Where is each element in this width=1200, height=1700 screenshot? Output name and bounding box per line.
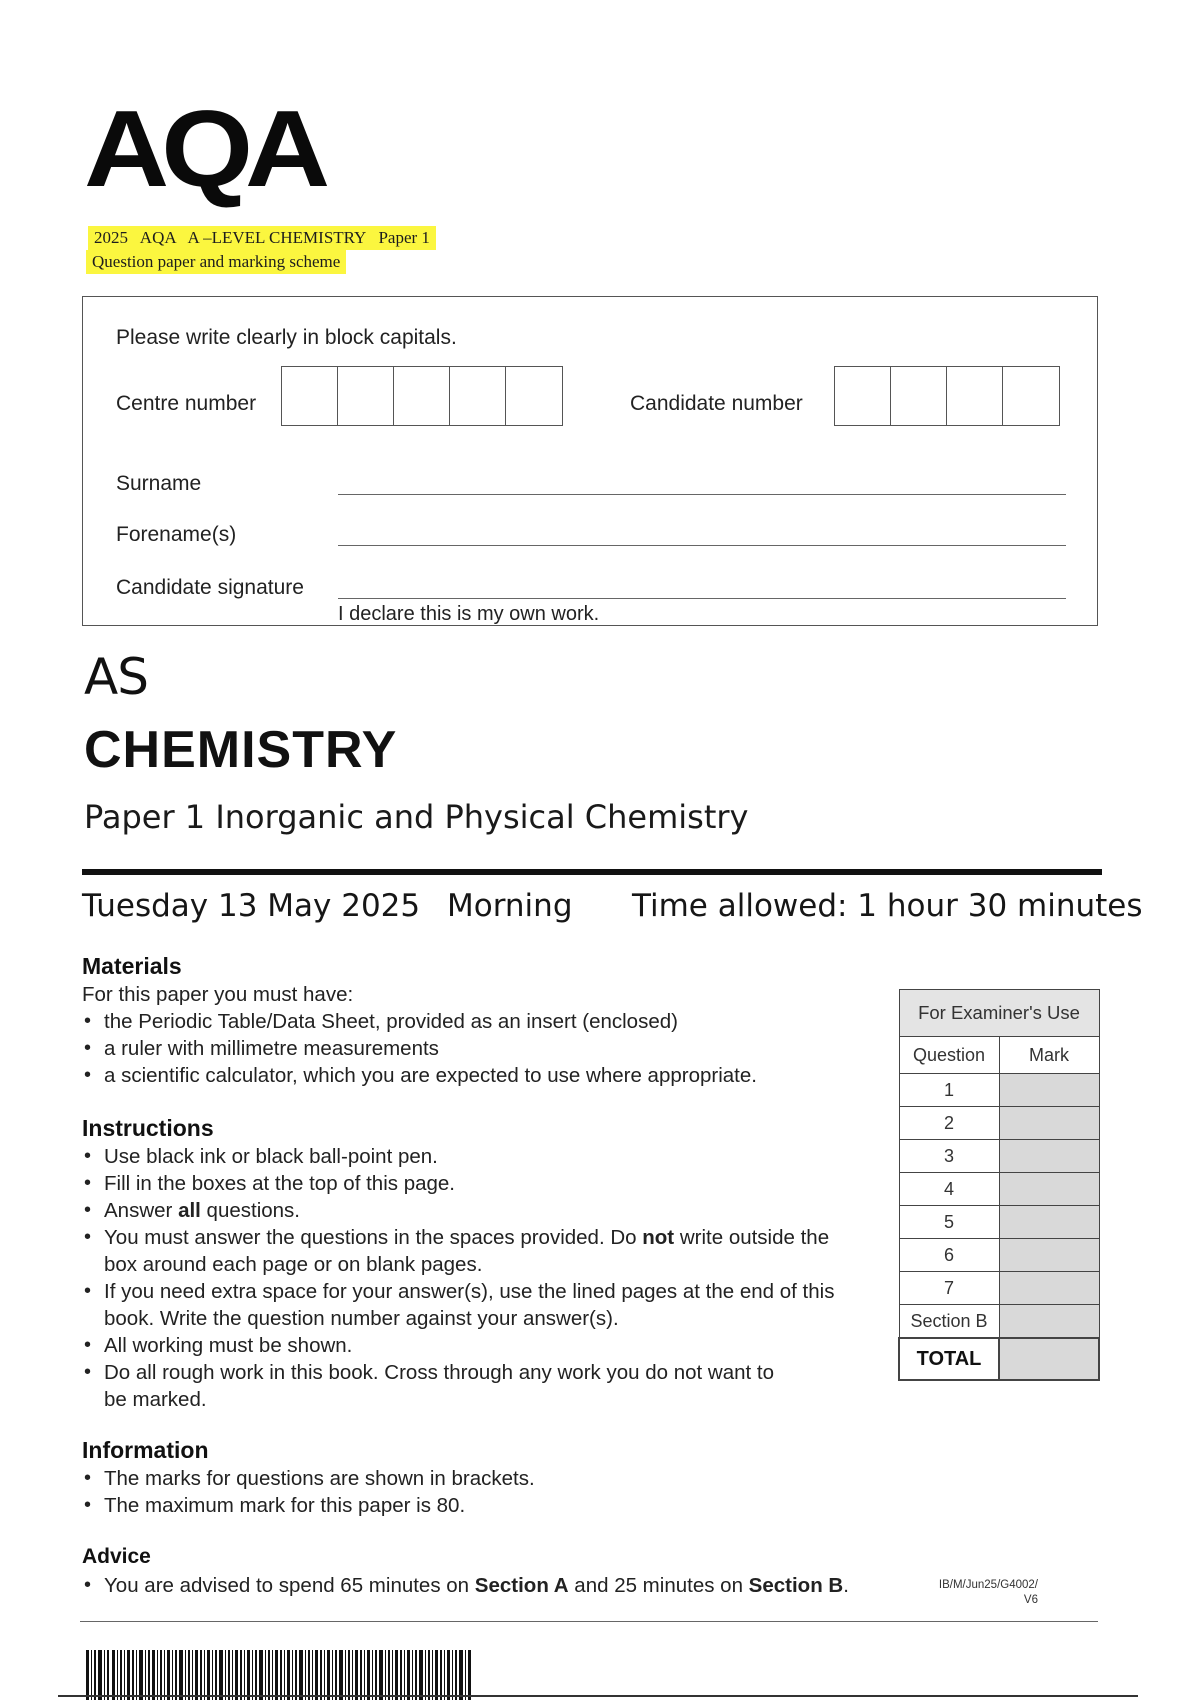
footer-divider	[80, 1621, 1098, 1622]
mark-column-header: Mark	[999, 1037, 1099, 1074]
mark-cell[interactable]	[999, 1206, 1099, 1239]
time-allowed: Time allowed: 1 hour 30 minutes	[632, 888, 1143, 924]
question-cell: 5	[899, 1206, 999, 1239]
list-item: • The marks for questions are shown in brackets.	[82, 1465, 862, 1492]
question-cell: 3	[899, 1140, 999, 1173]
highlighted-subtitle: Question paper and marking scheme	[86, 250, 346, 274]
total-mark-cell[interactable]	[999, 1338, 1099, 1380]
exam-date: Tuesday 13 May 2025	[82, 888, 421, 924]
candidate-number-digit-box[interactable]	[1003, 367, 1059, 425]
table-row	[899, 1305, 1099, 1339]
surname-line[interactable]	[338, 494, 1066, 495]
total-row	[899, 1338, 1099, 1380]
materials-intro: For this paper you must have:	[82, 983, 354, 1006]
text: .	[843, 1574, 849, 1597]
candidate-number-digit-box[interactable]	[835, 367, 891, 425]
examiners-use-title: For Examiner's Use	[899, 990, 1099, 1037]
list-item: • The maximum mark for this paper is 80.	[82, 1492, 862, 1519]
mark-cell[interactable]	[999, 1305, 1099, 1339]
total-label: TOTAL	[899, 1338, 999, 1380]
table-row	[899, 1140, 1099, 1173]
emphasis: not	[642, 1226, 675, 1249]
table-row	[899, 1074, 1099, 1107]
text: You must answer the questions in the spaces provided. Do	[104, 1226, 643, 1249]
question-cell: 1	[899, 1074, 999, 1107]
table-row	[899, 1107, 1099, 1140]
signature-label: Candidate signature	[116, 576, 304, 599]
question-cell: 7	[899, 1272, 999, 1305]
materials-list	[82, 1008, 862, 1089]
list-item: • All working must be shown.	[82, 1332, 872, 1359]
barcode-icon	[86, 1650, 472, 1700]
question-cell: 6	[899, 1239, 999, 1272]
examiners-use-table	[898, 989, 1100, 1381]
emphasis: Section A	[474, 1574, 569, 1597]
signature-line[interactable]	[338, 598, 1066, 599]
table-row	[899, 1239, 1099, 1272]
block-capitals-instruction: Please write clearly in block capitals.	[116, 326, 457, 349]
qualification-level: AS	[84, 648, 148, 706]
list-item: • If you need extra space for your answer(s), use the lined pages at the end of this book. Write the question number against your answer(s).	[82, 1278, 849, 1332]
page-bottom-edge	[58, 1695, 1138, 1697]
list-item	[82, 1197, 872, 1224]
mark-cell[interactable]	[999, 1140, 1099, 1173]
aqa-logo: AQA	[84, 88, 323, 210]
list-item	[82, 1224, 849, 1278]
centre-number-digit-box[interactable]	[450, 367, 506, 425]
question-cell: Section B	[899, 1305, 999, 1339]
centre-number-label: Centre number	[116, 392, 257, 415]
instructions-heading: Instructions	[82, 1115, 214, 1141]
centre-number-digit-box[interactable]	[282, 367, 338, 425]
candidate-number-boxes[interactable]	[834, 366, 1060, 426]
candidate-number-label: Candidate number	[630, 392, 803, 415]
subject-title: CHEMISTRY	[84, 721, 398, 779]
title-divider	[82, 869, 1102, 875]
forenames-line[interactable]	[338, 545, 1066, 546]
text: write outside the box around each page or on blank pages.	[104, 1226, 830, 1276]
instructions-list	[82, 1143, 872, 1413]
advice-list	[82, 1572, 932, 1599]
table-row	[899, 1173, 1099, 1206]
centre-number-digit-box[interactable]	[338, 367, 394, 425]
mark-cell[interactable]	[999, 1107, 1099, 1140]
text: Answer	[104, 1199, 179, 1222]
information-list	[82, 1465, 862, 1519]
text: and 25 minutes on	[568, 1574, 749, 1597]
exam-session: Morning	[447, 888, 573, 924]
highlighted-title: 2025 AQA A –LEVEL CHEMISTRY Paper 1	[88, 226, 436, 250]
centre-number-digit-box[interactable]	[506, 367, 562, 425]
candidate-number-digit-box[interactable]	[891, 367, 947, 425]
question-cell: 4	[899, 1173, 999, 1206]
list-item: • a ruler with millimetre measurements	[82, 1035, 862, 1062]
emphasis: all	[178, 1199, 201, 1222]
list-item: • Fill in the boxes at the top of this page.	[82, 1170, 872, 1197]
question-cell: 2	[899, 1107, 999, 1140]
mark-cell[interactable]	[999, 1173, 1099, 1206]
list-item: • Use black ink or black ball-point pen.	[82, 1143, 872, 1170]
centre-number-boxes[interactable]	[281, 366, 563, 426]
text: questions.	[200, 1199, 301, 1222]
mark-cell[interactable]	[999, 1272, 1099, 1305]
mark-cell[interactable]	[999, 1074, 1099, 1107]
list-item: • a scientific calculator, which you are expected to use where appropriate.	[82, 1062, 862, 1089]
centre-number-digit-box[interactable]	[394, 367, 450, 425]
list-item: • Do all rough work in this book. Cross through any work you do not want to be marked.	[82, 1359, 784, 1413]
paper-reference	[918, 1578, 1038, 1608]
reference-line: V6	[1023, 1594, 1038, 1606]
text: You are advised to spend 65 minutes on	[104, 1574, 475, 1597]
paper-title: Paper 1 Inorganic and Physical Chemistry	[84, 798, 749, 836]
declaration-text: I declare this is my own work.	[338, 603, 600, 625]
question-column-header: Question	[899, 1037, 999, 1074]
list-item	[82, 1572, 932, 1599]
table-row	[899, 1272, 1099, 1305]
table-row	[899, 1206, 1099, 1239]
surname-label: Surname	[116, 472, 202, 495]
reference-line: IB/M/Jun25/G4002/	[938, 1579, 1038, 1591]
information-heading: Information	[82, 1437, 209, 1463]
advice-heading: Advice	[82, 1545, 151, 1568]
list-item: • the Periodic Table/Data Sheet, provided as an insert (enclosed)	[82, 1008, 862, 1035]
mark-cell[interactable]	[999, 1239, 1099, 1272]
emphasis: Section B	[748, 1574, 844, 1597]
materials-heading: Materials	[82, 953, 182, 979]
forenames-label: Forename(s)	[116, 523, 237, 546]
candidate-number-digit-box[interactable]	[947, 367, 1003, 425]
